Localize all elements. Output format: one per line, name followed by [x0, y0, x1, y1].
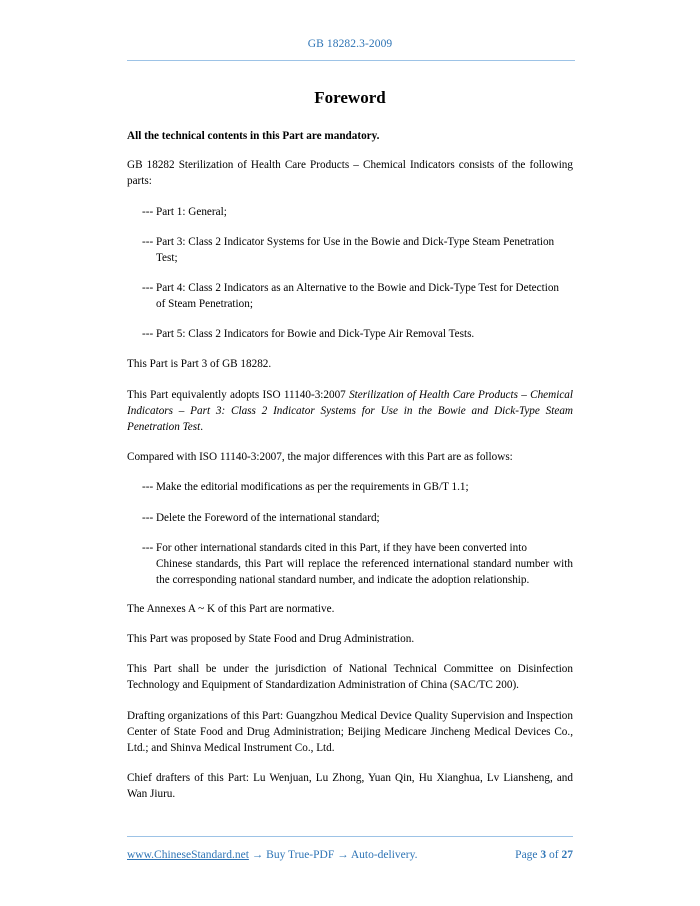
proposed-paragraph: This Part was proposed by State Food and Drug Administration.	[127, 633, 415, 645]
drafting-paragraph: Drafting organizations of this Part: Guangzhou Medical Device Quality Supervision and Inspection Center of State Food and Drug Administration; Beijing Medicare Jincheng Medical Devices Co., Ltd.; and Shinva Medical Instrument Co., Ltd.	[127, 710, 573, 754]
drafters-paragraph: Chief drafters of this Part: Lu Wenjuan, Lu Zhong, Yuan Qin, Hu Xianghua, Lv Liansheng, and Wan Jiuru.	[127, 772, 573, 800]
page-total: 27	[561, 849, 573, 861]
list-item-continuation: Chinese standards, this Part will replace the referenced international standard number with the corresponding national standard number, and indicate the adoption relationship.	[156, 558, 573, 586]
header-rule	[127, 60, 575, 61]
list-item-text: --- Make the editorial modifications as per the requirements in GB/T 1.1;	[142, 481, 469, 493]
list-item-text: --- For other international standards cited in this Part, if they have been converted into	[142, 542, 527, 554]
footer-tagline: → Buy True-PDF → Auto-delivery.	[248, 849, 418, 861]
adoption-title: Sterilization of Health Care Products – Chemical Indicators – Part 3: Class 2 Indicator Systems for Use in the Bowie and Dick-Type Steam Penetration Test	[127, 389, 573, 433]
list-item-text: --- Part 1: General;	[142, 206, 227, 218]
mandatory-statement: All the technical contents in this Part are mandatory.	[127, 130, 380, 142]
annexes-paragraph: The Annexes A ~ K of this Part are normative.	[127, 603, 335, 615]
compared-paragraph: Compared with ISO 11140-3:2007, the major differences with this Part are as follows:	[127, 451, 513, 463]
list-item-text: --- Part 4: Class 2 Indicators as an Alternative to the Bowie and Dick-Type Test for Detection	[142, 282, 560, 294]
page-of: of	[549, 849, 559, 861]
adoption-lead: This Part equivalently adopts ISO 11140-3:2007	[127, 389, 350, 401]
list-item	[142, 540, 573, 588]
adoption-end: .	[200, 421, 204, 433]
list-item	[142, 479, 573, 495]
list-item	[142, 326, 573, 342]
list-item-continuation: of Steam Penetration;	[156, 298, 253, 310]
page-current: 3	[540, 849, 547, 861]
list-item-text: --- Delete the Foreword of the international standard;	[142, 512, 380, 524]
list-item	[142, 510, 573, 526]
page-header: GB 18282.3-2009	[307, 38, 393, 50]
footer-rule	[127, 836, 573, 837]
list-item	[142, 204, 573, 220]
footer-promo	[127, 849, 417, 861]
adoption-paragraph	[127, 387, 573, 435]
list-item	[142, 234, 573, 266]
list-item-text: --- Part 3: Class 2 Indicator Systems for Use in the Bowie and Dick-Type Steam Penetration	[142, 236, 555, 248]
site-link[interactable]: www.ChineseStandard.net	[127, 849, 249, 861]
list-item-continuation: Test;	[156, 252, 178, 264]
list-item-text: --- Part 5: Class 2 Indicators for Bowie and Dick-Type Air Removal Tests.	[142, 328, 475, 340]
part-of-paragraph: This Part is Part 3 of GB 18282.	[127, 358, 272, 370]
page-number	[515, 849, 573, 861]
page-title: Foreword	[314, 88, 386, 107]
page-label: Page	[515, 849, 538, 861]
jurisdiction-paragraph: This Part shall be under the jurisdiction of National Technical Committee on Disinfection Technology and Equipment of Standardization Administration of China (SAC/TC 200).	[127, 663, 573, 691]
list-item	[142, 280, 573, 312]
consists-paragraph: GB 18282 Sterilization of Health Care Products – Chemical Indicators consists of the following parts:	[127, 159, 573, 187]
